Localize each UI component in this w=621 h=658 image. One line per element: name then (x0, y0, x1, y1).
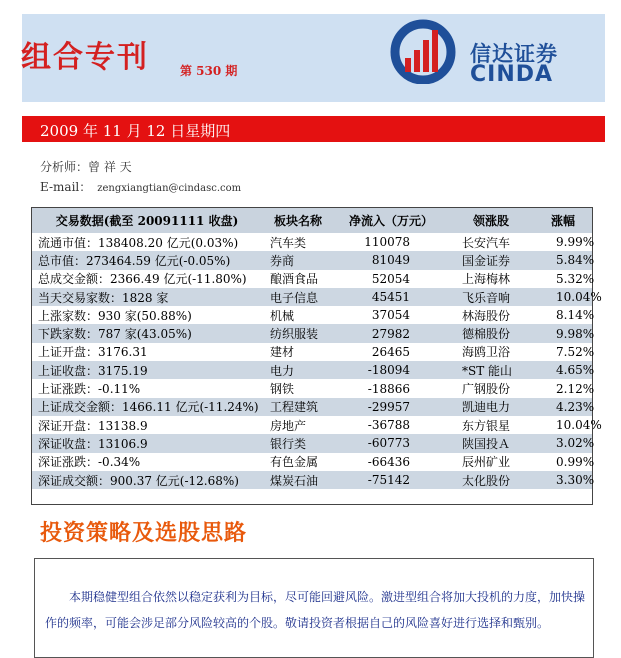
inflow-cell: -18094 (334, 361, 448, 379)
stock-cell: 凯迪电力 (448, 398, 534, 416)
trading-data-cell: 深证成交额：900.37 亿元(-12.68%) (32, 471, 262, 489)
table-row (32, 361, 592, 379)
trading-data-cell: 深证收盘：13106.9 (32, 434, 262, 452)
col-net-inflow: 净流入（万元） (334, 208, 448, 233)
sector-cell: 酿酒食品 (270, 272, 319, 287)
table-row (32, 306, 592, 324)
gain-cell: 0.99% (556, 454, 595, 469)
col-sector: 板块名称 (262, 208, 334, 233)
report-title: 组合专刊 (21, 40, 149, 75)
inflow-cell: -29957 (334, 398, 448, 416)
gain-cell: 9.98% (534, 324, 592, 342)
stock-cell: 广钢股份 (462, 382, 511, 397)
trading-data-cell: 上证收盘：3175.19 (32, 361, 262, 379)
sector-cell: 纺织服装 (262, 324, 334, 342)
gain-cell: 4.23% (534, 398, 592, 416)
gain-cell: 10.04% (556, 418, 602, 433)
table-row (32, 416, 592, 434)
table-row (32, 343, 592, 361)
sector-cell: 工程建筑 (262, 398, 334, 416)
table-row (32, 251, 592, 269)
sector-cell: 券商 (262, 251, 334, 269)
trading-data-cell: 上证涨跌：-0.11% (38, 382, 141, 397)
inflow-cell: 45451 (334, 288, 448, 306)
inflow-cell: 26465 (371, 344, 410, 359)
table-row (32, 434, 592, 452)
gain-cell: 2.12% (556, 381, 595, 396)
col-gain: 涨幅 (534, 208, 592, 233)
gain-cell: 3.02% (534, 434, 592, 452)
trading-data-cell: 上证开盘：3176.31 (38, 345, 148, 360)
trading-data-cell: 流通市值：138408.20 亿元(0.03%) (38, 235, 239, 250)
stock-cell: 上海梅林 (462, 272, 511, 287)
gain-cell: 5.32% (556, 271, 595, 286)
gain-cell: 5.84% (534, 251, 592, 269)
stock-cell: 长安汽车 (462, 235, 511, 250)
strategy-paragraph: 本期稳健型组合依然以稳定获利为目标，尽可能回避风险。激进型组合将加大投机的力度，加快操作的频率，可能会涉足部分风险较高的个股。敬请投资者根据自己的风险喜好进行选择和甄别。 (45, 590, 586, 630)
trading-data-cell: 当天交易家数：1828 家 (32, 288, 262, 306)
trading-data-cell: 上涨家数：930 家(50.88%) (38, 308, 192, 323)
report-date: 2009 年 11 月 12 日星期四 (40, 122, 231, 140)
sector-cell: 机械 (270, 308, 295, 323)
inflow-cell: -36788 (367, 418, 410, 433)
sector-cell: 电子信息 (262, 288, 334, 306)
gain-cell: 10.04% (534, 288, 592, 306)
stock-cell: 林海股份 (462, 308, 511, 323)
inflow-cell: 110078 (364, 235, 410, 250)
trading-data-cell: 深证开盘：13138.9 (38, 418, 148, 433)
market-data-table (31, 207, 602, 505)
sector-cell: 建材 (270, 345, 295, 360)
email-address: zengxiangtian@cindasc.com (97, 183, 242, 194)
table-row (32, 453, 592, 471)
inflow-cell: 52054 (371, 271, 410, 286)
stock-cell: 东方银星 (462, 418, 511, 433)
trading-data-cell: 上证成交金额：1466.11 亿元(-11.24%) (32, 398, 262, 416)
table-row (32, 398, 592, 416)
email-label: E-mail： (40, 180, 92, 194)
stock-cell: 太化股份 (448, 471, 534, 489)
stock-cell: 德棉股份 (448, 324, 534, 342)
stock-cell: 辰州矿业 (462, 455, 511, 470)
inflow-cell: 27982 (334, 324, 448, 342)
table-row (32, 379, 592, 397)
gain-cell: 7.52% (556, 344, 595, 359)
analyst-name: 分析师：曾 祥 天 (40, 160, 132, 174)
sector-cell: 钢铁 (270, 382, 295, 397)
issue-number: 第 530 期 (180, 64, 238, 78)
stock-cell: 海鸥卫浴 (462, 345, 511, 360)
col-trading-data: 交易数据(截至 20091111 收盘) (32, 208, 262, 233)
inflow-cell: -75142 (334, 471, 448, 489)
sector-cell: 煤炭石油 (262, 471, 334, 489)
logo-text-en: CINDA (470, 62, 554, 87)
table-row (32, 324, 592, 342)
gain-cell: 9.99% (556, 235, 595, 250)
sector-cell: 电力 (262, 361, 334, 379)
col-leading-stock: 领涨股 (448, 208, 534, 233)
gain-cell: 8.14% (556, 308, 595, 323)
stock-cell: 陕国投Ａ (448, 434, 534, 452)
table-row (32, 270, 592, 288)
trading-data-cell: 下跌家数：787 家(43.05%) (32, 324, 262, 342)
analyst-email-line (40, 178, 241, 195)
table-row (32, 233, 592, 251)
date-bar (22, 116, 605, 142)
strategy-text-box (34, 558, 594, 658)
inflow-cell: -66436 (367, 454, 410, 469)
stock-cell: 国金证券 (448, 251, 534, 269)
inflow-cell: 81049 (334, 251, 448, 269)
stock-cell: *ST 能山 (448, 361, 534, 379)
sector-cell: 银行类 (262, 434, 334, 452)
section-title: 投资策略及选股思路 (40, 520, 248, 546)
inflow-cell: -60773 (334, 434, 448, 452)
inflow-cell: 37054 (371, 308, 410, 323)
sector-cell: 有色金属 (270, 455, 319, 470)
sector-cell: 房地产 (270, 418, 307, 433)
gain-cell: 3.30% (534, 471, 592, 489)
table-header-row (32, 208, 592, 233)
trading-data-cell: 总成交金额：2366.49 亿元(-11.80%) (38, 272, 247, 287)
trading-data-cell: 总市值：273464.59 亿元(-0.05%) (32, 251, 262, 269)
stock-cell: 飞乐音响 (448, 288, 534, 306)
table-row (32, 288, 592, 306)
inflow-cell: -18866 (367, 381, 410, 396)
logo-text-cn: 信达证券 (470, 42, 558, 66)
gain-cell: 4.65% (534, 361, 592, 379)
trading-data-cell: 深证涨跌：-0.34% (38, 455, 141, 470)
table-row (32, 471, 592, 489)
sector-cell: 汽车类 (270, 235, 307, 250)
